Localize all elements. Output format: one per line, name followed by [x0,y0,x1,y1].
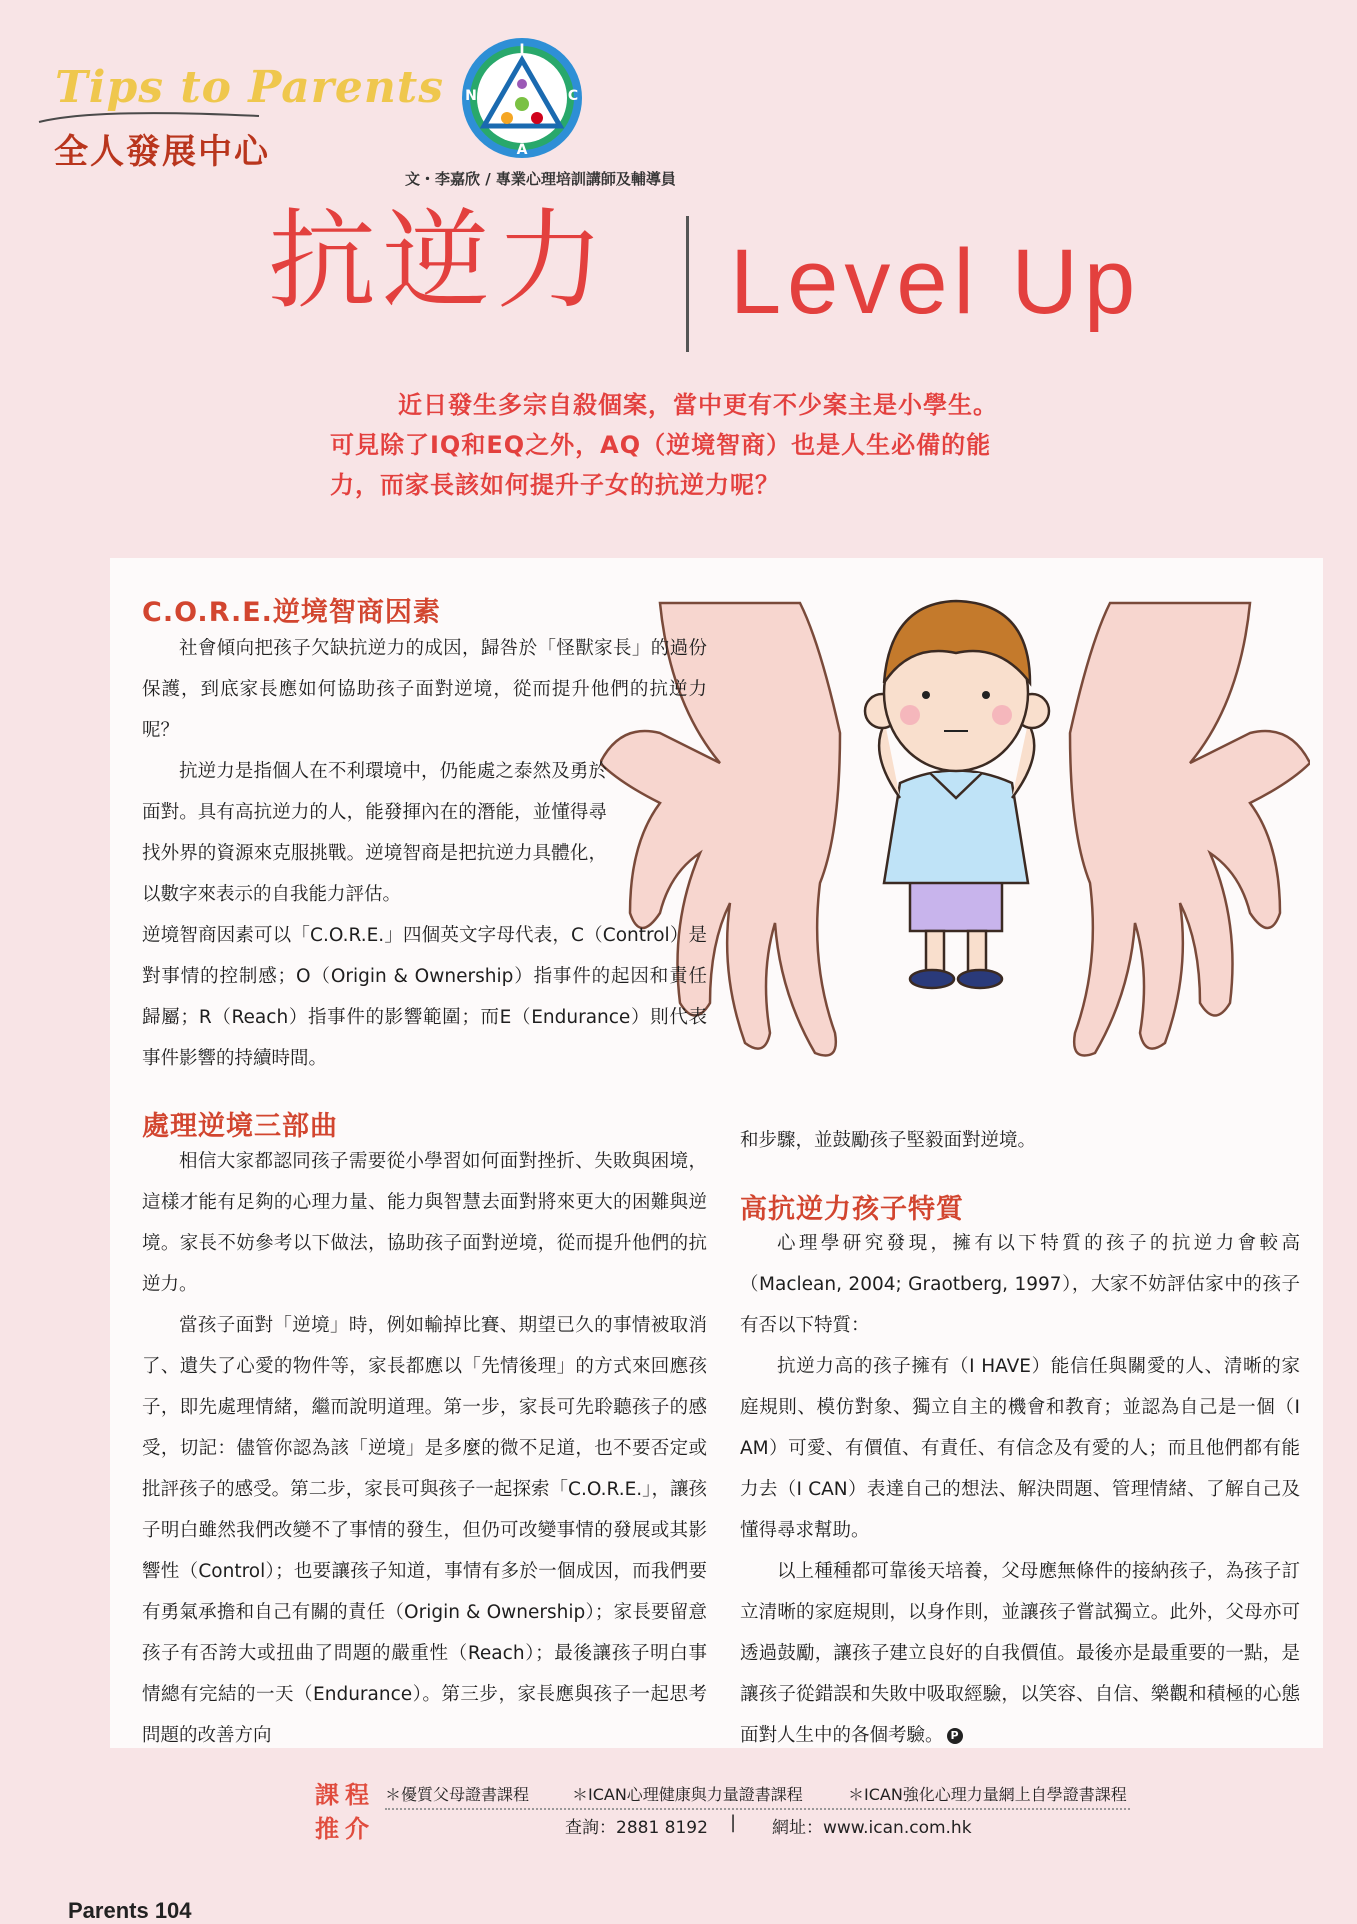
website: 網址：www.ican.com.hk [772,1818,972,1838]
title-chinese: 抗逆力 [268,199,611,324]
section-heading-core: C.O.R.E.逆境智商因素 [142,597,441,628]
ican-logo [457,34,587,170]
course-recommendation-label [315,1778,375,1846]
section-heading-resilient-traits: 高抗逆力孩子特質 [740,1194,964,1225]
phone-enquiry: 查詢：2881 8192 [565,1818,708,1838]
section-core-text-middle [142,751,607,915]
section-three-steps-text [142,1141,707,1756]
course-item: ＊ICAN心理健康與力量證書課程 [572,1785,803,1804]
logo-letter-i: I [519,42,525,58]
intro-lead [330,385,1150,505]
paragraph: 相信大家都認同孩子需要從小學習如何面對挫折、失敗與困境，這樣才能有足夠的心理力量、能力與智慧去面對將來更大的困難與逆境。家長不妨參考以下做法，協助孩子面對逆境，從而提升他們的抗逆力。 [142,1151,707,1295]
title-english: Level Up [730,231,1142,333]
title-divider [686,216,689,352]
paragraph: 抗逆力高的孩子擁有（I HAVE）能信任與關愛的人、清晰的家庭規則、模仿對象、獨立自主的機會和教育；並認為自己是一個（I AM）可愛、有價值、有責任、有信念及有愛的人；而且他們都有能力去（I CAN）表達自己的想法、解決問題、管理情緒、了解自己及懂得尋求幫助。 [740,1356,1300,1541]
logo-letter-a: A [516,142,528,158]
logo-letter-c: C [567,88,579,104]
paragraph: 當孩子面對「逆境」時，例如輸掉比賽、期望已久的事情被取消了、遺失了心愛的物件等，家長都應以「先情後理」的方式來回應孩子，即先處理情緒，繼而說明道理。第一步，家長可先聆聽孩子的感受，切記：儘管你認為該「逆境」是多麼的微不足道，也不要否定或批評孩子的感受。第二步，家長可與孩子一起探索「C.O.R.E.」，讓孩子明白雖然我們改變不了事情的發生，但仍可改變事情的發展或其影響性（Control）；也要讓孩子知道，事情有多於一個成因，而我們要有勇氣承擔和自己有關的責任（Origin & Ownership）；家長要留意孩子有否誇大或扭曲了問題的嚴重性（Reach）；最後讓孩子明白事情總有完結的一天（Endurance）。第三步，家長應與孩子一起思考問題的改善方向 [142,1315,707,1746]
intro-line: 力，而家長該如何提升子女的抗逆力呢？ [330,471,780,499]
paragraph: 逆境智商因素可以「C.O.R.E.」四個英文字母代表，C（Control）是對事情的控制感；O（Origin & Ownership）指事件的起因和責任歸屬；R（Reach）指事件的影響範圍；而E（Endurance）則代表事件影響的持續時間。 [142,925,707,1069]
section-core-text-top [142,628,707,751]
contact-separator: | [730,1812,737,1833]
paragraph-text: 以上種種都可靠後天培養，父母應無條件的接納孩子，為孩子訂立清晰的家庭規則，以身作則，並讓孩子嘗試獨立。此外，父母亦可透過鼓勵，讓孩子建立良好的自我價值。最後亦是最重要的一點，是讓孩子從錯誤和失敗中吸取經驗，以笑容、自信、樂觀和積極的心態面對人生中的各個考驗。 [740,1561,1300,1746]
intro-line: 近日發生多宗自殺個案，當中更有不少案主是小學生。 [398,391,998,419]
section-heading-three-steps: 處理逆境三部曲 [142,1111,338,1142]
course-item: ＊ICAN強化心理力量網上自學證書課程 [848,1785,1127,1804]
paragraph: 心理學研究發現，擁有以下特質的孩子的抗逆力會較高（Maclean, 2004; Graotberg, 1997），大家不妨評估家中的孩子有否以下特質： [740,1233,1300,1336]
paragraph: 和步驟，並鼓勵孩子堅毅面對逆境。 [740,1130,1037,1151]
end-mark-icon: P [947,1728,963,1744]
paragraph: 社會傾向把孩子欠缺抗逆力的成因，歸咎於「怪獸家長」的過份保護，到底家長應如何協助孩子面對逆境，從而提升他們的抗逆力呢？ [142,638,707,741]
section-resilient-traits-text [740,1223,1300,1756]
page-folio: Parents 104 [68,1898,192,1923]
tips-to-parents-title: Tips to Parents [55,62,444,113]
label-line: 課程 [315,1781,375,1809]
author-credit: 文・李嘉欣 / 專業心理培訓講師及輔導員 [405,170,676,188]
section-core-text-bottom [142,915,707,1079]
section-three-steps-continued [740,1120,1305,1161]
paragraph: 抗逆力是指個人在不利環境中，仍能處之泰然及勇於面對。具有高抗逆力的人，能發揮內在的潛能，並懂得尋找外界的資源來克服挑戰。逆境智商是把抗逆力具體化，以數字來表示的自我能力評估。 [142,761,607,905]
paragraph [740,1551,1300,1756]
label-line: 推介 [315,1815,375,1843]
course-item: ＊優質父母證書課程 [385,1785,530,1804]
course-divider [385,1808,1130,1810]
centre-name: 全人發展中心 [54,132,270,172]
intro-line: 可見除了IQ和EQ之外，AQ（逆境智商）也是人生必備的能 [330,431,992,459]
logo-letter-n: N [465,88,477,104]
